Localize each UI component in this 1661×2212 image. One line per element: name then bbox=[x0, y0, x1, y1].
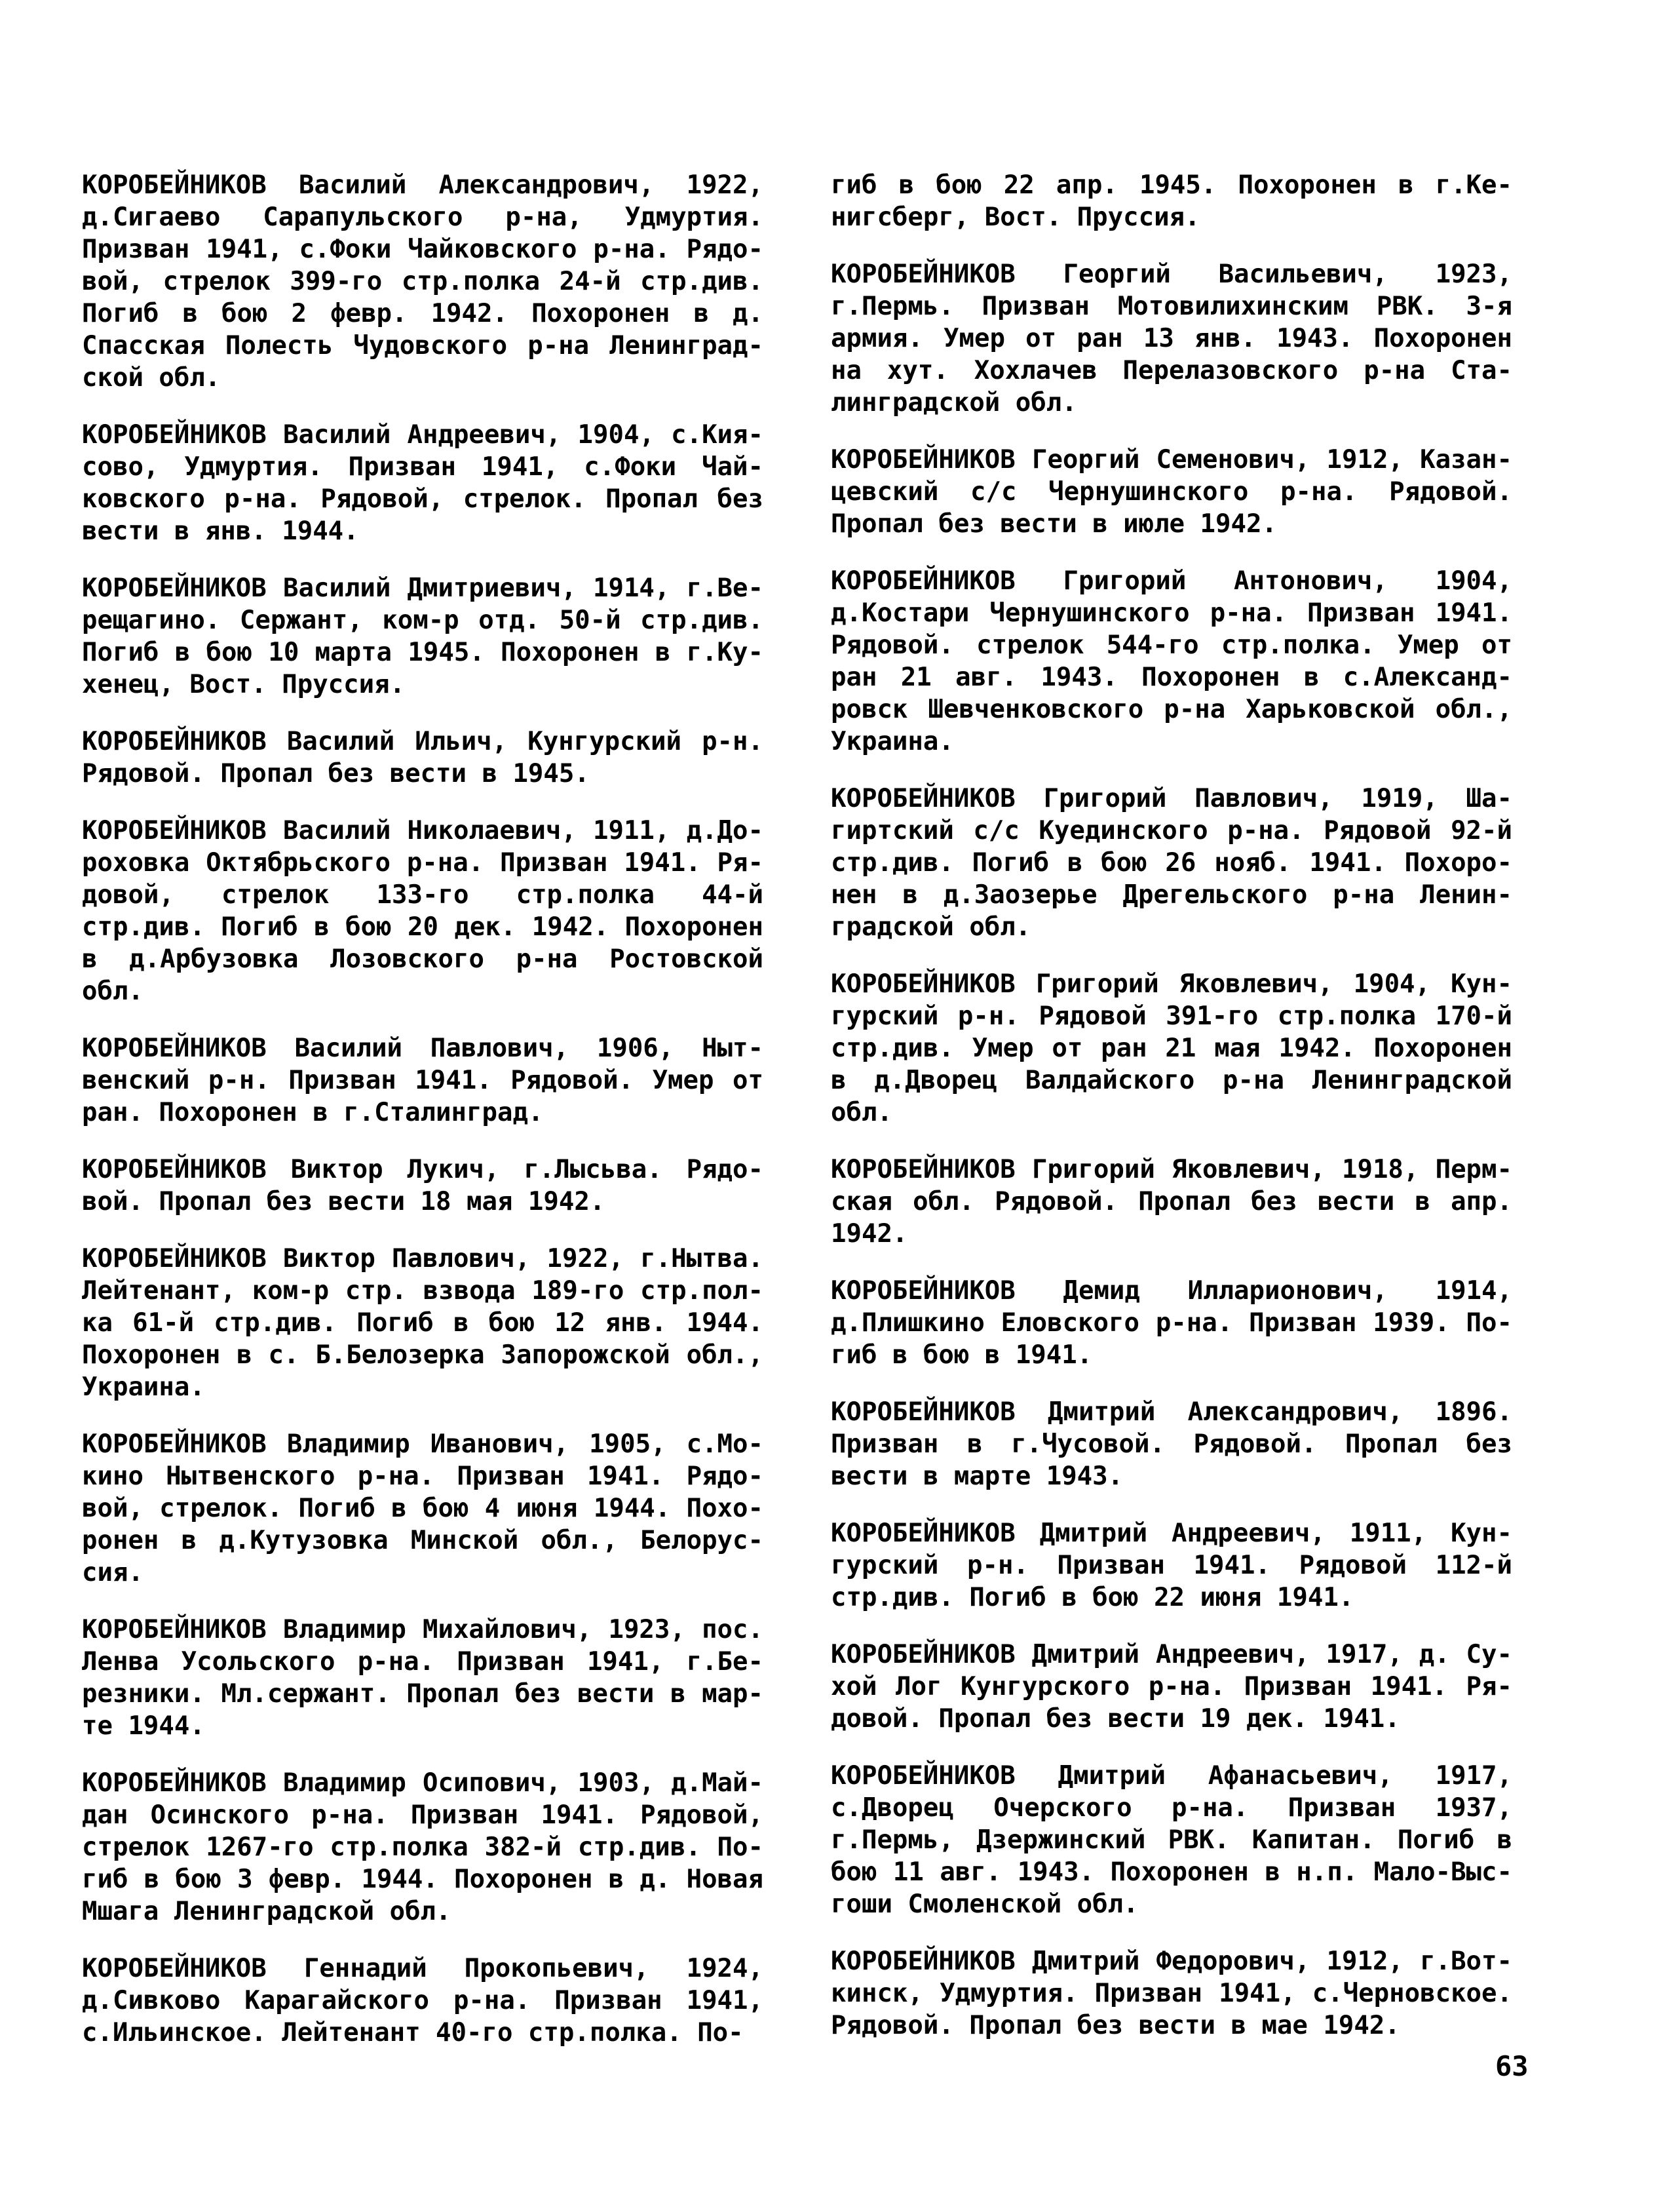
entry-line: гоши Смоленской обл. bbox=[831, 1890, 1139, 1919]
entry-line: Спасская Полесть Чудовского р-на Ленинград- bbox=[82, 331, 763, 360]
entry-line: стр.див. Погиб в бою 22 июня 1941. bbox=[831, 1583, 1354, 1612]
entry-line: КОРОБЕЙНИКОВ Василий Николаевич, 1911, д.До- bbox=[82, 816, 763, 845]
entry-line: стр.див. Умер от ран 21 мая 1942. Похоронен bbox=[831, 1034, 1512, 1063]
entry-line: КОРОБЕЙНИКОВ Дмитрий Андреевич, 1911, Кун- bbox=[831, 1519, 1512, 1548]
entry-line: КОРОБЕЙНИКОВ Владимир Осипович, 1903, д.Май- bbox=[82, 1768, 763, 1798]
entry-line: нигсберг, Вост. Пруссия. bbox=[831, 203, 1200, 232]
memorial-entry bbox=[831, 968, 1512, 1129]
entry-line: ковского р-на. Рядовой, стрелок. Пропал без bbox=[82, 484, 763, 514]
entry-line: сово, Удмуртия. Призван 1941, с.Фоки Чай- bbox=[82, 452, 763, 482]
entry-line: ская обл. Рядовой. Пропал без вести в апр. bbox=[831, 1187, 1512, 1216]
entry-line: хой Лог Кунгурского р-на. Призван 1941. Ря- bbox=[831, 1672, 1512, 1701]
entry-line: д.Плишкино Еловского р-на. Призван 1939. По- bbox=[831, 1308, 1512, 1338]
entry-line: Погиб в бою 10 марта 1945. Похоронен в г.Ку- bbox=[82, 638, 763, 667]
entry-line: вести в янв. 1944. bbox=[82, 516, 359, 546]
entry-line: КОРОБЕЙНИКОВ Виктор Павлович, 1922, г.Нытва. bbox=[82, 1244, 763, 1273]
memorial-entry bbox=[831, 1396, 1512, 1492]
entry-line: КОРОБЕЙНИКОВ Григорий Павлович, 1919, Ша- bbox=[831, 784, 1512, 813]
entry-line: Пропал без вести в июле 1942. bbox=[831, 509, 1277, 539]
memorial-entry bbox=[82, 419, 763, 547]
entry-line: стр.див. Погиб в бою 26 нояб. 1941. Похоро- bbox=[831, 848, 1512, 878]
memorial-entry bbox=[831, 258, 1512, 419]
entry-line: КОРОБЕЙНИКОВ Георгий Васильевич, 1923, bbox=[831, 260, 1512, 289]
memorial-entry bbox=[82, 1154, 763, 1218]
entry-line: в д.Арбузовка Лозовского р-на Ростовской bbox=[82, 944, 763, 974]
entry-line: д.Сивково Карагайского р-на. Призван 1941, bbox=[82, 1986, 763, 2015]
entry-line: обл. bbox=[82, 977, 143, 1006]
entry-line: КОРОБЕЙНИКОВ Дмитрий Афанасьевич, 1917, bbox=[831, 1761, 1512, 1791]
entry-line: КОРОБЕЙНИКОВ Василий Дмитриевич, 1914, г.Ве- bbox=[82, 573, 763, 603]
memorial-entry bbox=[82, 1767, 763, 1928]
entry-line: КОРОБЕЙНИКОВ Дмитрий Федорович, 1912, г.Вот- bbox=[831, 1947, 1512, 1976]
entry-line: гиб в бою 22 апр. 1945. Похоронен в г.Ке- bbox=[831, 170, 1512, 200]
entry-line: КОРОБЕЙНИКОВ Георгий Семенович, 1912, Казан- bbox=[831, 445, 1512, 475]
entry-line: г.Пермь. Призван Мотовилихинским РВК. 3-я bbox=[831, 292, 1512, 321]
entry-line: роховка Октябрьского р-на. Призван 1941. Ря- bbox=[82, 848, 763, 878]
entry-line: КОРОБЕЙНИКОВ Григорий Яковлевич, 1904, Кун- bbox=[831, 969, 1512, 999]
entry-line: вести в марте 1943. bbox=[831, 1462, 1124, 1491]
memorial-entry bbox=[82, 726, 763, 790]
entry-line: довой. Пропал без вести 19 дек. 1941. bbox=[831, 1704, 1400, 1734]
entry-line: вой, стрелок 399-го стр.полка 24-й стр.див. bbox=[82, 267, 763, 296]
entry-line: хенец, Вост. Пруссия. bbox=[82, 670, 406, 699]
entry-line: ронен в д.Кутузовка Минской обл., Белорус- bbox=[82, 1526, 763, 1555]
memorial-entry bbox=[831, 783, 1512, 943]
entry-line: д.Костари Чернушинского р-на. Призван 1941. bbox=[831, 598, 1512, 628]
entry-line: КОРОБЕЙНИКОВ Геннадий Прокопьевич, 1924, bbox=[82, 1954, 763, 1983]
memorial-entry bbox=[82, 1952, 763, 2049]
entry-line: гиб в бою 3 февр. 1944. Похоронен в д. Новая bbox=[82, 1865, 763, 1894]
memorial-entry bbox=[831, 1639, 1512, 1735]
entry-line: Рядовой. стрелок 544-го стр.полка. Умер от bbox=[831, 631, 1512, 660]
text-column-left bbox=[82, 169, 763, 2074]
entry-line: г.Пермь, Дзержинский РВК. Капитан. Погиб в bbox=[831, 1825, 1512, 1855]
entry-line: Лейтенант, ком-р стр. взвода 189-го стр.пол- bbox=[82, 1276, 763, 1306]
memorial-entry bbox=[831, 1275, 1512, 1371]
memorial-entry bbox=[82, 815, 763, 1007]
memorial-entry bbox=[831, 444, 1512, 540]
entry-line: на хут. Хохлачев Перелазовского р-на Ста- bbox=[831, 356, 1512, 385]
entry-line: Рядовой. Пропал без вести в 1945. bbox=[82, 759, 590, 788]
entry-line: стрелок 1267-го стр.полка 382-й стр.див. По- bbox=[82, 1833, 763, 1862]
entry-line: д.Сигаево Сарапульского р-на, Удмуртия. bbox=[82, 203, 763, 232]
entry-line: дан Осинского р-на. Призван 1941. Рядовой, bbox=[82, 1800, 763, 1830]
entry-line: Мшага Ленинградской обл. bbox=[82, 1897, 451, 1926]
entry-line: КОРОБЕЙНИКОВ Владимир Иванович, 1905, с.Мо- bbox=[82, 1429, 763, 1459]
entry-line: КОРОБЕЙНИКОВ Дмитрий Александрович, 1896. bbox=[831, 1397, 1512, 1427]
entry-line: кинск, Удмуртия. Призван 1941, с.Черновское. bbox=[831, 1979, 1512, 2008]
entry-line: резники. Мл.сержант. Пропал без вести в мар- bbox=[82, 1679, 763, 1709]
entry-line: КОРОБЕЙНИКОВ Владимир Михайлович, 1923, пос. bbox=[82, 1615, 763, 1644]
entry-line: цевский с/с Чернушинского р-на. Рядовой. bbox=[831, 477, 1512, 507]
entry-line: КОРОБЕЙНИКОВ Василий Андреевич, 1904, с.Кия- bbox=[82, 420, 763, 450]
entry-line: КОРОБЕЙНИКОВ Виктор Лукич, г.Лысьва. Рядо- bbox=[82, 1155, 763, 1184]
entry-line: Рядовой. Пропал без вести в мае 1942. bbox=[831, 2011, 1400, 2040]
entry-line: Призван 1941, с.Фоки Чайковского р-на. Рядо- bbox=[82, 235, 763, 264]
entry-line: гиртский с/с Куединского р-на. Рядовой 92-й bbox=[831, 816, 1512, 845]
entry-line: градской обл. bbox=[831, 912, 1031, 942]
entry-line: в д.Дворец Валдайского р-на Ленинградской bbox=[831, 1066, 1512, 1095]
entry-line: довой, стрелок 133-го стр.полка 44-й bbox=[82, 880, 763, 910]
memorial-entry bbox=[831, 1760, 1512, 1920]
page-number: 63 bbox=[1495, 2050, 1529, 2082]
entry-line: Погиб в бою 2 февр. 1942. Похоронен в д. bbox=[82, 299, 763, 328]
entry-line: КОРОБЕЙНИКОВ Василий Ильич, Кунгурский р-н. bbox=[82, 727, 763, 756]
memorial-entry bbox=[82, 169, 763, 394]
entry-line: бою 11 авг. 1943. Похоронен в н.п. Мало-Выс- bbox=[831, 1857, 1512, 1887]
memorial-entry bbox=[82, 572, 763, 701]
entry-line: 1942. bbox=[831, 1219, 908, 1249]
entry-line: ской обл. bbox=[82, 363, 221, 393]
entry-line: рещагино. Сержант, ком-р отд. 50-й стр.див. bbox=[82, 606, 763, 635]
entry-line: обл. bbox=[831, 1098, 892, 1127]
memorial-entry bbox=[831, 1517, 1512, 1614]
entry-line: Похоронен в с. Б.Белозерка Запорожской обл., bbox=[82, 1340, 763, 1370]
entry-line: ровск Шевченковского р-на Харьковской обл., bbox=[831, 695, 1512, 724]
entry-line: вой, стрелок. Погиб в бою 4 июня 1944. Похо- bbox=[82, 1494, 763, 1523]
entry-line: Призван в г.Чусовой. Рядовой. Пропал без bbox=[831, 1429, 1512, 1459]
entry-line: те 1944. bbox=[82, 1711, 205, 1741]
entry-line: линградской обл. bbox=[831, 388, 1077, 417]
entry-line: с.Ильинское. Лейтенант 40-го стр.полка. По- bbox=[82, 2018, 744, 2047]
memorial-entry bbox=[831, 565, 1512, 758]
entry-line: стр.див. Погиб в бою 20 дек. 1942. Похоронен bbox=[82, 912, 763, 942]
entry-line: КОРОБЕЙНИКОВ Василий Александрович, 1922, bbox=[82, 170, 763, 200]
entry-line: гурский р-н. Призван 1941. Рядовой 112-й bbox=[831, 1551, 1512, 1580]
entry-line: вой. Пропал без вести 18 мая 1942. bbox=[82, 1187, 605, 1216]
memorial-entry bbox=[82, 1428, 763, 1589]
memorial-entry bbox=[82, 1614, 763, 1742]
entry-line: КОРОБЕЙНИКОВ Демид Илларионович, 1914, bbox=[831, 1276, 1512, 1306]
entry-line: армия. Умер от ран 13 янв. 1943. Похоронен bbox=[831, 324, 1512, 353]
entry-line: сия. bbox=[82, 1558, 143, 1587]
text-column-right bbox=[831, 169, 1512, 2066]
entry-line: КОРОБЕЙНИКОВ Василий Павлович, 1906, Ныт- bbox=[82, 1034, 763, 1063]
memorial-entry bbox=[831, 1945, 1512, 2042]
entry-line: Ленва Усольского р-на. Призван 1941, г.Бе- bbox=[82, 1647, 763, 1677]
entry-line: ран. Похоронен в г.Сталинград. bbox=[82, 1098, 544, 1127]
entry-line: кино Нытвенского р-на. Призван 1941. Рядо- bbox=[82, 1462, 763, 1491]
entry-line: КОРОБЕЙНИКОВ Дмитрий Андреевич, 1917, д. Су- bbox=[831, 1640, 1512, 1669]
memorial-entry bbox=[82, 1032, 763, 1129]
entry-line: нен в д.Заозерье Дрегельского р-на Ленин- bbox=[831, 880, 1512, 910]
entry-line: гурский р-н. Рядовой 391-го стр.полка 170-й bbox=[831, 1001, 1512, 1031]
memorial-entry bbox=[82, 1243, 763, 1403]
entry-line: Украина. bbox=[831, 727, 954, 756]
entry-line: Украина. bbox=[82, 1372, 205, 1402]
entry-line: ка 61-й стр.див. Погиб в бою 12 янв. 1944. bbox=[82, 1308, 763, 1338]
entry-line: КОРОБЕЙНИКОВ Григорий Яковлевич, 1918, Перм- bbox=[831, 1155, 1512, 1184]
entry-line: с.Дворец Очерского р-на. Призван 1937, bbox=[831, 1793, 1512, 1823]
entry-line: гиб в бою в 1941. bbox=[831, 1340, 1093, 1370]
entry-line: ран 21 авг. 1943. Похоронен в с.Александ- bbox=[831, 663, 1512, 692]
entry-line: венский р-н. Призван 1941. Рядовой. Умер от bbox=[82, 1066, 763, 1095]
memorial-entry bbox=[831, 1154, 1512, 1250]
memorial-entry bbox=[831, 169, 1512, 233]
entry-line: КОРОБЕЙНИКОВ Григорий Антонович, 1904, bbox=[831, 566, 1512, 596]
